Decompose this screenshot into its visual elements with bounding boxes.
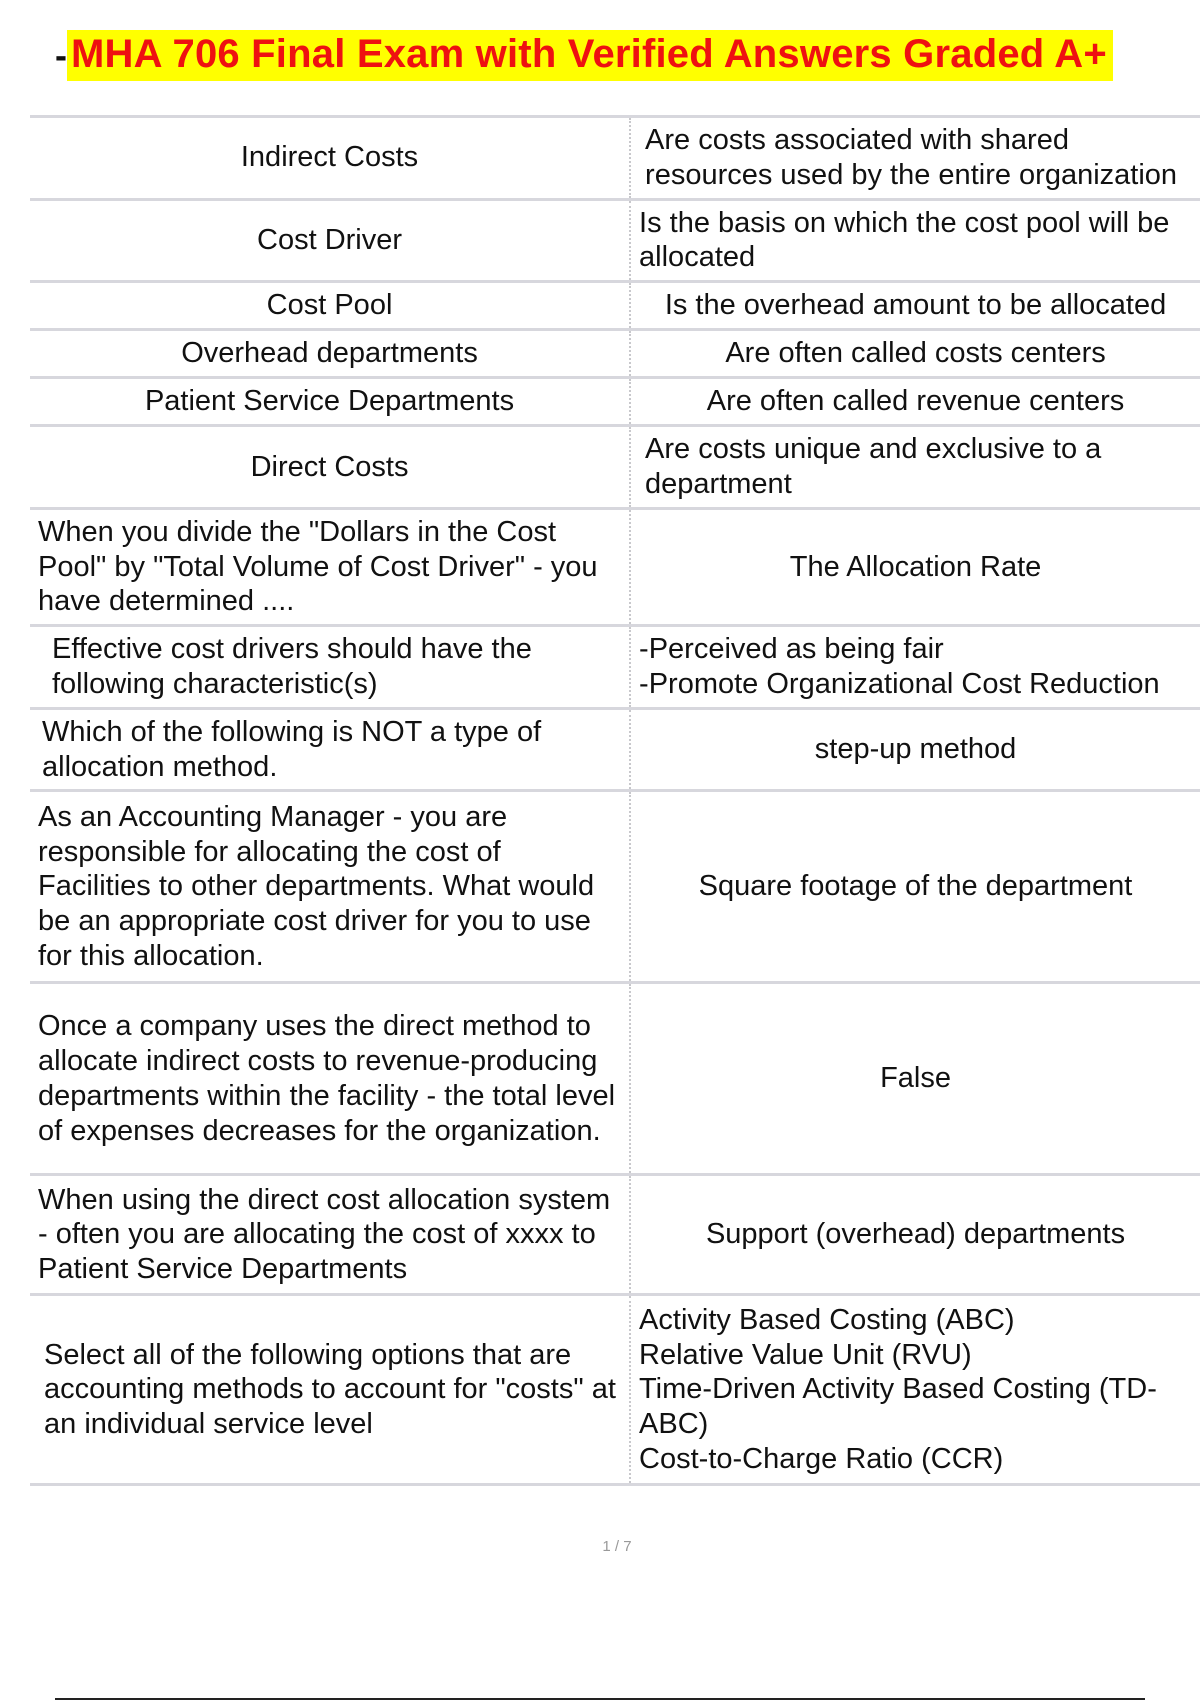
table-row (30, 117, 1200, 200)
table-row (30, 1295, 1200, 1485)
table-row (30, 983, 1200, 1175)
table-row (30, 378, 1200, 426)
definition-cell: -Perceived as being fair -Promote Organizational Cost Reduction (630, 626, 1200, 709)
term-cell: Cost Pool (30, 282, 630, 330)
document-header (55, 30, 1113, 81)
term-cell: Patient Service Departments (30, 378, 630, 426)
table-row (30, 199, 1200, 282)
table-row (30, 708, 1200, 791)
term-cell: Cost Driver (30, 199, 630, 282)
definition-cell: Are often called costs centers (630, 330, 1200, 378)
term-cell: Overhead departments (30, 330, 630, 378)
term-cell: Once a company uses the direct method to allocate indirect costs to revenue-producing departments within the facility - the total level of expenses decreases for the organization. (30, 983, 630, 1175)
definition-cell: The Allocation Rate (630, 508, 1200, 625)
definition-cell: step-up method (630, 708, 1200, 791)
title-prefix: - (55, 34, 67, 76)
term-cell: Direct Costs (30, 426, 630, 509)
table-row (30, 791, 1200, 983)
table-row (30, 626, 1200, 709)
definition-cell: False (630, 983, 1200, 1175)
term-cell: Indirect Costs (30, 117, 630, 200)
term-cell: Select all of the following options that are accounting methods to account for "costs" at an individual service level (30, 1295, 630, 1485)
definition-cell: Is the basis on which the cost pool will be allocated (630, 199, 1200, 282)
page-indicator: 1 / 7 (602, 1538, 632, 1555)
definition-cell: Support (overhead) departments (630, 1175, 1200, 1295)
document-title: MHA 706 Final Exam with Verified Answers Graded A+ (67, 30, 1113, 81)
definition-cell: Square footage of the department (630, 791, 1200, 983)
definition-cell: Are often called revenue centers (630, 378, 1200, 426)
table-row (30, 508, 1200, 625)
definition-cell: Are costs unique and exclusive to a department (630, 426, 1200, 509)
term-cell: When using the direct cost allocation system - often you are allocating the cost of xxxx to Patient Service Departments (30, 1175, 630, 1295)
term-cell: When you divide the "Dollars in the Cost Pool" by "Total Volume of Cost Driver" - you have determined .... (30, 508, 630, 625)
flashcard-table (30, 115, 1200, 1486)
term-cell: Which of the following is NOT a type of allocation method. (30, 708, 630, 791)
definition-cell: Are costs associated with shared resources used by the entire organization (630, 117, 1200, 200)
term-cell: As an Accounting Manager - you are responsible for allocating the cost of Facilities to other departments. What would be an appropriate cost driver for you to use for this allocation. (30, 791, 630, 983)
table-row (30, 330, 1200, 378)
table-row (30, 1175, 1200, 1295)
table-row (30, 426, 1200, 509)
definition-cell: Is the overhead amount to be allocated (630, 282, 1200, 330)
definition-cell: Activity Based Costing (ABC) Relative Value Unit (RVU) Time-Driven Activity Based Costing (TD-ABC) Cost-to-Charge Ratio (CCR) (630, 1295, 1200, 1485)
term-cell: Effective cost drivers should have the following characteristic(s) (30, 626, 630, 709)
table-row (30, 282, 1200, 330)
